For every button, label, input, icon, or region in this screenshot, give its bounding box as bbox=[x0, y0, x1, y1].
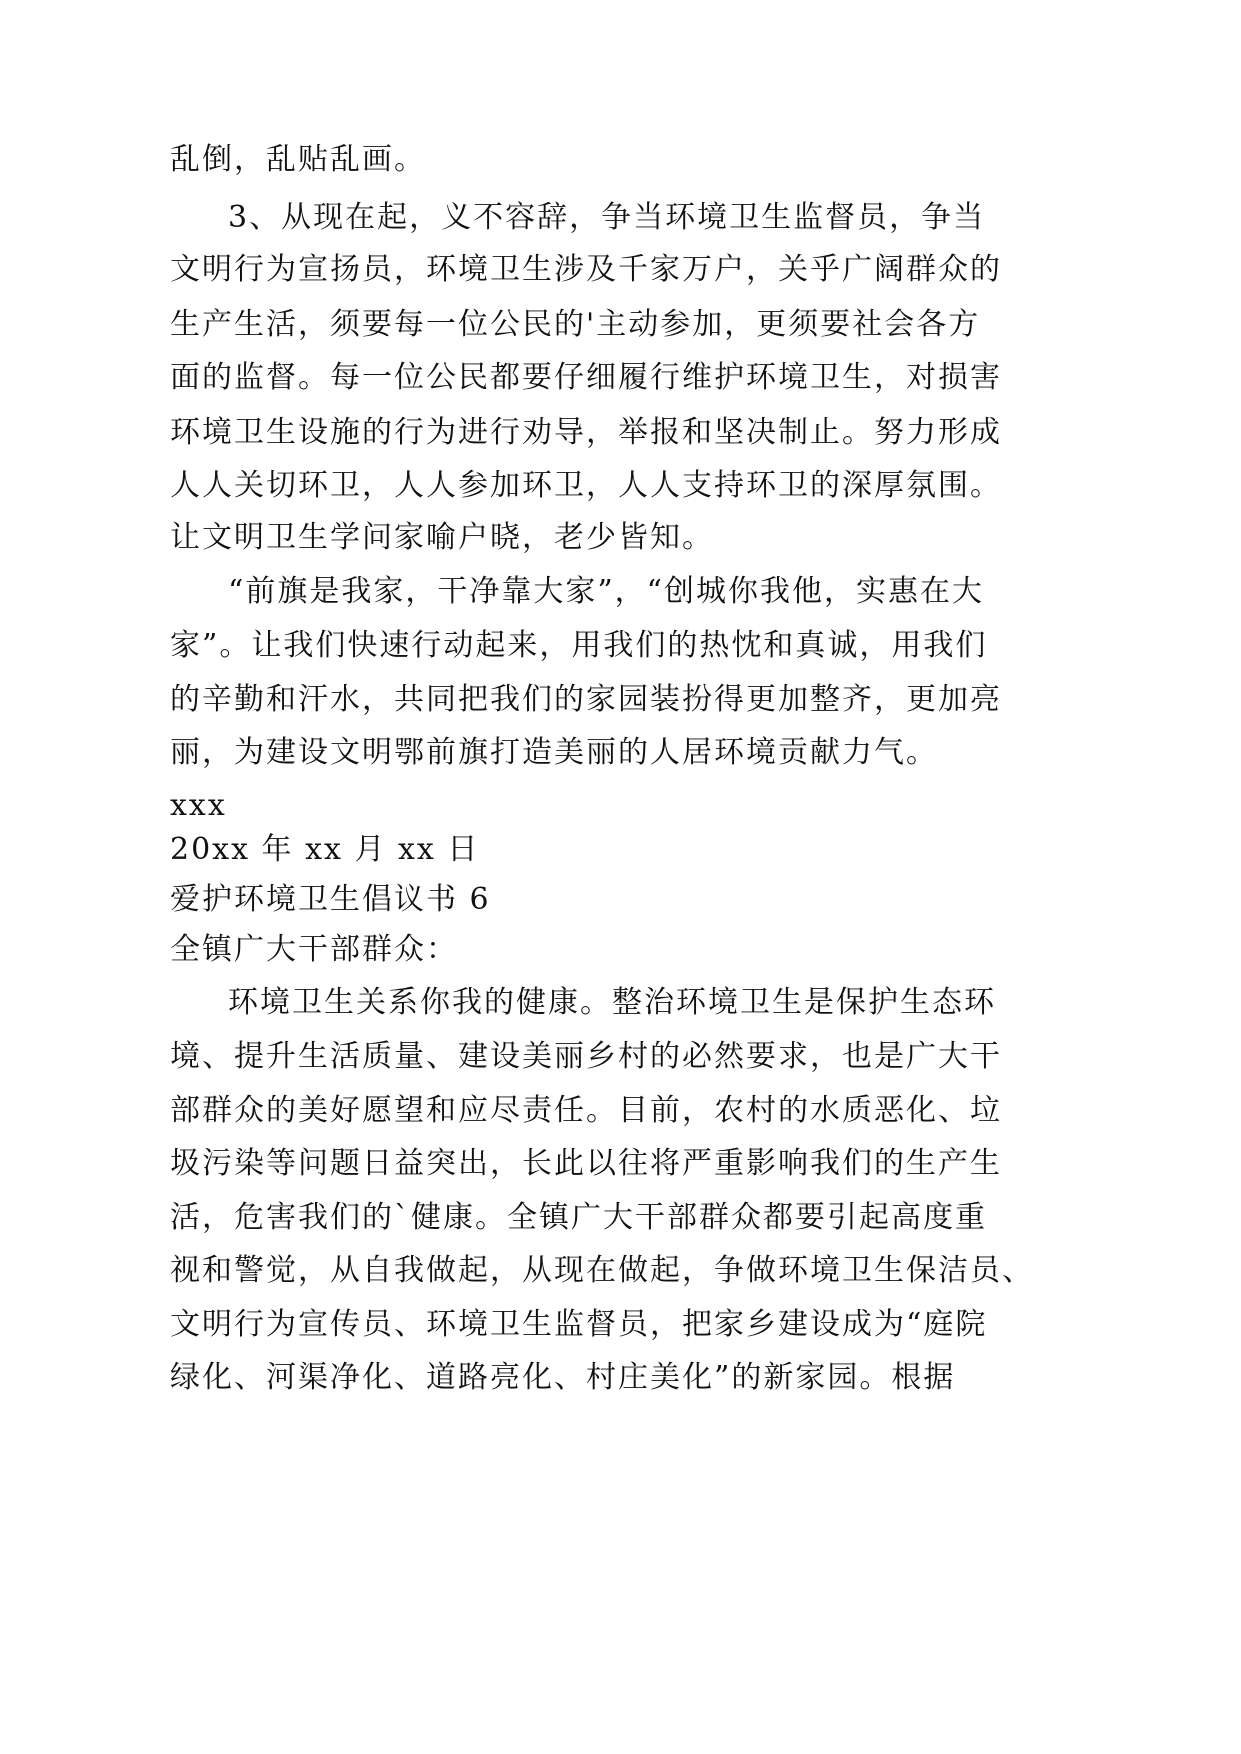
text-line: 环境卫生关系你我的健康。整治环境卫生是保护生态环 bbox=[228, 985, 996, 1020]
text-line: 部群众的美好愿望和应尽责任。目前，农村的水质恶化、垃 bbox=[170, 1093, 1002, 1128]
text-line: 视和警觉，从自我做起，从现在做起，争做环境卫生保洁员、 bbox=[170, 1253, 1034, 1288]
text-line: 境、提升生活质量、建设美丽乡村的必然要求，也是广大干 bbox=[170, 1039, 1002, 1074]
text-line: 活，危害我们的`健康。全镇广大干部群众都要引起高度重 bbox=[170, 1200, 987, 1235]
text-line: 家”。让我们快速行动起来，用我们的热忱和真诚，用我们 bbox=[170, 628, 988, 663]
text-line: 乱倒，乱贴乱画。 bbox=[170, 142, 426, 177]
text-line: 文明行为宣扬员，环境卫生涉及千家万户，关乎广阔群众的 bbox=[170, 252, 1002, 287]
signature-name: xxx bbox=[170, 788, 227, 823]
text-line: 3、从现在起，义不容辞，争当环境卫生监督员，争当 bbox=[228, 200, 986, 235]
text-line: 生产生活，须要每一位公民的'主动参加，更须要社会各方 bbox=[170, 307, 981, 342]
text-line: 让文明卫生学问家喻户晓，老少皆知。 bbox=[170, 520, 714, 555]
text-line: 文明行为宣传员、环境卫生监督员，把家乡建设成为“庭院 bbox=[170, 1307, 988, 1342]
section-title: 爱护环境卫生倡议书 6 bbox=[170, 882, 491, 917]
text-line: 环境卫生设施的行为进行劝导，举报和坚决制止。努力形成 bbox=[170, 415, 1002, 450]
text-line: 圾污染等问题日益突出，长此以往将严重影响我们的生产生 bbox=[170, 1146, 1002, 1181]
text-line: 绿化、河渠净化、道路亮化、村庄美化”的新家园。根据 bbox=[170, 1360, 956, 1395]
text-line: 的辛勤和汗水，共同把我们的家园装扮得更加整齐，更加亮 bbox=[170, 682, 1002, 717]
salutation: 全镇广大干部群众： bbox=[170, 932, 458, 967]
text-line: 人人关切环卫，人人参加环卫，人人支持环卫的深厚氛围。 bbox=[170, 468, 1002, 503]
text-line: 面的监督。每一位公民都要仔细履行维护环境卫生，对损害 bbox=[170, 360, 1002, 395]
text-line: “前旗是我家，干净靠大家”，“创城你我他，实惠在大 bbox=[228, 574, 985, 609]
text-line: 丽，为建设文明鄂前旗打造美丽的人居环境贡献力气。 bbox=[170, 735, 938, 770]
signature-date: 20xx 年 xx 月 xx 日 bbox=[170, 832, 480, 867]
